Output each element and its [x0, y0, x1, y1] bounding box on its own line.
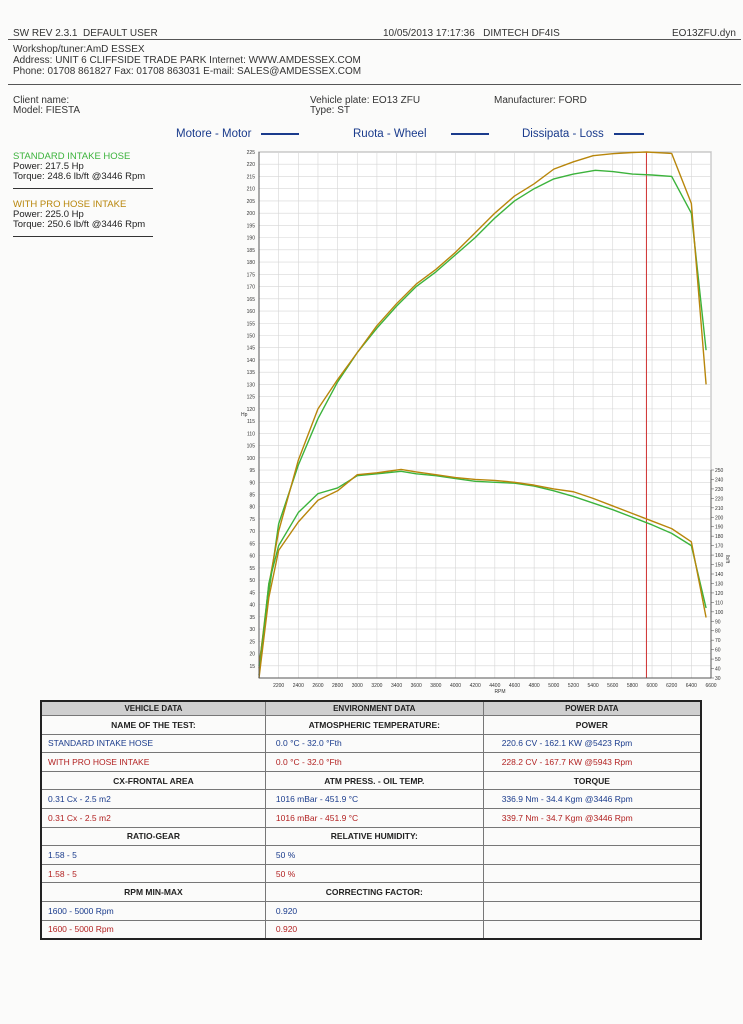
y-tick-label-right: 160	[715, 553, 724, 560]
table-row	[41, 864, 701, 883]
section-title	[483, 883, 701, 902]
x-tick-label: 3200	[371, 683, 383, 689]
x-tick-label: 2600	[312, 683, 324, 689]
manufacturer: Manufacturer: FORD	[494, 95, 587, 106]
table-cell	[483, 920, 701, 939]
y-tick-label-right: 120	[715, 590, 724, 597]
x-tick-label: 2800	[332, 683, 344, 689]
x-tick-label: 2400	[292, 683, 304, 689]
section-title: NAME OF THE TEST:	[41, 716, 265, 735]
y-tick-label-left: 105	[246, 443, 255, 450]
y-tick-label-right: 60	[715, 647, 721, 654]
y-tick-label-left: 190	[246, 235, 255, 242]
y-tick-label-right: 80	[715, 628, 721, 635]
x-tick-label: 4600	[508, 683, 521, 689]
section-title: RPM MIN-MAX	[41, 883, 265, 902]
y-tick-label-right: 100	[715, 609, 724, 616]
table-cell: 0.920	[265, 920, 483, 939]
legend-motor: Motore - Motor	[176, 128, 299, 140]
table-cell	[483, 864, 701, 883]
section-title: CX-FRONTAL AREA	[41, 771, 265, 790]
y-tick-label-right: 140	[715, 572, 724, 578]
section-title: CORRECTING FACTOR:	[265, 883, 483, 902]
y-tick-label-left: 65	[249, 541, 255, 548]
table-cell: STANDARD INTAKE HOSE	[41, 734, 265, 753]
y-tick-label-left: 70	[249, 529, 255, 536]
client-name-label: Client name:	[13, 95, 70, 106]
table-section-title-row	[41, 827, 701, 846]
y-tick-label-left: 40	[249, 602, 255, 609]
table-cell: 1.58 - 5	[41, 864, 265, 883]
x-tick-label: 6000	[646, 683, 658, 689]
x-axis-label: RPM	[494, 689, 506, 695]
table-cell: WITH PRO HOSE INTAKE	[41, 753, 265, 772]
section-title: ATMOSPHERIC TEMPERATURE:	[265, 716, 483, 735]
table-cell: 0.920	[265, 901, 483, 920]
workshop-name: Workshop/tuner:AmD ESSEX	[13, 44, 145, 55]
header-vehicle-data: VEHICLE DATA	[41, 701, 265, 716]
y-tick-label-left: 45	[249, 590, 255, 597]
table-cell: 0.0 °C - 32.0 °Fth	[265, 734, 483, 753]
y-tick-label-left: 50	[249, 578, 255, 585]
y-tick-label-left: 200	[246, 211, 255, 218]
y-tick-label-left: 215	[246, 174, 255, 181]
y-tick-label-right: 170	[715, 543, 724, 550]
y-tick-label-right: 210	[715, 505, 724, 512]
table-cell: 0.31 Cx - 2.5 m2	[41, 790, 265, 809]
y-tick-label-right: 180	[715, 534, 724, 541]
vehicle-plate: Vehicle plate: EO13 ZFU	[310, 95, 421, 106]
x-tick-label: 5400	[587, 683, 599, 689]
run1-power: Power: 217.5 Hp	[13, 161, 84, 172]
table-row	[41, 808, 701, 827]
y-tick-label-left: 80	[249, 504, 255, 511]
table-row	[41, 846, 701, 865]
y-tick-label-left: 85	[249, 492, 255, 499]
y-tick-label-right: 220	[715, 496, 724, 503]
y-tick-label-right: 250	[715, 468, 724, 474]
table-section-title-row	[41, 771, 701, 790]
y-tick-label-left: 220	[246, 162, 255, 169]
x-tick-label: 2200	[273, 683, 285, 689]
data-table	[40, 700, 702, 940]
plot-area	[259, 152, 711, 678]
y-tick-label-right: 70	[715, 638, 721, 645]
x-tick-label: 3000	[351, 683, 363, 689]
y-tick-label-left: 55	[249, 565, 255, 572]
y-tick-label-right: 110	[715, 600, 723, 607]
table-row	[41, 753, 701, 772]
y-tick-label-left: 165	[246, 296, 255, 303]
y-tick-label-right: 190	[715, 524, 724, 531]
table-cell: 1.58 - 5	[41, 846, 265, 865]
y-tick-label-right: 150	[715, 562, 724, 569]
x-tick-label: 3800	[430, 683, 442, 689]
x-tick-label: 4000	[449, 683, 462, 689]
workshop-address: Address: UNIT 6 CLIFFSIDE TRADE PARK Internet: WWW.AMDESSEX.COM	[13, 55, 361, 66]
x-tick-label: 4800	[528, 683, 540, 689]
y-tick-label-left: 135	[246, 370, 255, 377]
table-cell: 50 %	[265, 846, 483, 865]
x-tick-label: 5000	[548, 683, 560, 689]
header-power-data: POWER DATA	[483, 701, 701, 716]
table-row	[41, 790, 701, 809]
table-cell: 336.9 Nm - 34.4 Kgm @3446 Rpm	[483, 790, 701, 809]
table-cell	[483, 846, 701, 865]
table-row	[41, 920, 701, 939]
y-tick-label-left: 60	[249, 553, 255, 560]
y-tick-label-right: 240	[715, 477, 724, 484]
y-tick-label-left: 90	[249, 480, 255, 487]
legend-loss: Dissipata - Loss	[522, 128, 644, 140]
y-tick-label-left: 125	[246, 394, 255, 401]
y-tick-label-left: 145	[246, 345, 255, 352]
table-cell: 220.6 CV - 162.1 KW @5423 Rpm	[483, 734, 701, 753]
file-name: EO13ZFU.dyn	[672, 28, 736, 39]
y-tick-label-left: 35	[249, 614, 255, 621]
y-tick-label-left: 25	[249, 639, 255, 646]
y-tick-label-left: 170	[246, 284, 255, 291]
y-tick-label-left: 75	[249, 516, 255, 523]
client-model: Model: FIESTA	[13, 105, 81, 116]
table-cell: 1600 - 5000 Rpm	[41, 901, 265, 920]
y-tick-label-left: 150	[246, 333, 255, 340]
table-cell: 1016 mBar - 451.9 °C	[265, 808, 483, 827]
table-cell	[483, 901, 701, 920]
section-title: RELATIVE HUMIDITY:	[265, 827, 483, 846]
table-cell: 50 %	[265, 864, 483, 883]
y-tick-label-left: 185	[246, 247, 255, 254]
run2-power: Power: 225.0 Hp	[13, 209, 84, 220]
y-tick-label-right: 50	[715, 657, 721, 664]
header-environment-data: ENVIRONMENT DATA	[265, 701, 483, 716]
y-tick-label-left: 100	[246, 455, 255, 462]
section-title	[483, 827, 701, 846]
x-tick-label: 5200	[567, 683, 579, 689]
y-tick-label-left: 130	[246, 382, 255, 389]
y-tick-label-left: 95	[249, 468, 255, 475]
y-tick-label-right: 90	[715, 619, 721, 626]
y-tick-label-right: 40	[715, 666, 721, 673]
software-version: SW REV 2.3.1 DEFAULT USER	[13, 28, 158, 39]
table-header-row	[41, 701, 701, 716]
x-tick-label: 4200	[469, 683, 481, 689]
table-row	[41, 734, 701, 753]
workshop-phone: Phone: 01708 861827 Fax: 01708 863031 E-mail: SALES@AMDESSEX.COM	[13, 66, 362, 77]
y-tick-label-left: 210	[246, 186, 255, 193]
y-tick-label-right: 130	[715, 581, 724, 588]
section-title: RATIO-GEAR	[41, 827, 265, 846]
x-tick-label: 3600	[410, 683, 422, 689]
vehicle-type: Type: ST	[310, 105, 351, 116]
section-title: POWER	[483, 716, 701, 735]
y-tick-label-left: 205	[246, 198, 255, 205]
table-section-title-row	[41, 716, 701, 735]
y-tick-label-right: 30	[715, 676, 721, 682]
y-tick-label-left: 30	[249, 627, 255, 634]
legend-wheel: Ruota - Wheel	[353, 128, 489, 140]
x-tick-label: 3400	[391, 683, 403, 689]
section-title: TORQUE	[483, 771, 701, 790]
run1-torque: Torque: 248.6 lb/ft @3446 Rpm	[13, 171, 146, 182]
x-tick-label: 6200	[666, 683, 678, 689]
y-tick-label-left: 160	[246, 309, 255, 316]
y-tick-label-left: 180	[246, 260, 255, 267]
x-tick-label: 5800	[626, 683, 638, 689]
table-section-title-row	[41, 883, 701, 902]
y-tick-label-right: 200	[715, 515, 724, 522]
section-title: ATM PRESS. - OIL TEMP.	[265, 771, 483, 790]
y-tick-label-left: 110	[247, 431, 255, 438]
x-tick-label: 6600	[705, 683, 717, 689]
x-tick-label: 6400	[685, 683, 697, 689]
table-row	[41, 901, 701, 920]
x-tick-label: 5600	[607, 683, 619, 689]
y-axis-label-left: Hp	[241, 412, 248, 419]
table-cell: 1016 mBar - 451.9 °C	[265, 790, 483, 809]
y-tick-label-left: 115	[247, 419, 255, 426]
x-tick-label: 4400	[489, 683, 501, 689]
run2-torque: Torque: 250.6 lb/ft @3446 Rpm	[13, 219, 146, 230]
y-tick-label-left: 15	[249, 663, 255, 670]
y-tick-label-left: 120	[246, 406, 255, 413]
table-cell: 339.7 Nm - 34.7 Kgm @3446 Rpm	[483, 808, 701, 827]
run1-name: STANDARD INTAKE HOSE	[13, 151, 131, 162]
table-cell: 1600 - 5000 Rpm	[41, 920, 265, 939]
run2-name: WITH PRO HOSE INTAKE	[13, 199, 127, 210]
y-tick-label-left: 140	[246, 357, 255, 364]
y-tick-label-right: 230	[715, 486, 724, 493]
y-tick-label-left: 20	[249, 651, 255, 658]
y-tick-label-left: 175	[246, 272, 255, 279]
y-tick-label-left: 225	[246, 150, 255, 156]
table-cell: 0.31 Cx - 2.5 m2	[41, 808, 265, 827]
y-tick-label-left: 195	[246, 223, 255, 230]
y-tick-label-left: 155	[246, 321, 255, 328]
table-cell: 228.2 CV - 167.7 KW @5943 Rpm	[483, 753, 701, 772]
y-axis-label-right: lb/ft	[724, 555, 730, 564]
report-datetime: 10/05/2013 17:17:36 DIMTECH DF4IS	[383, 28, 560, 39]
table-cell: 0.0 °C - 32.0 °Fth	[265, 753, 483, 772]
